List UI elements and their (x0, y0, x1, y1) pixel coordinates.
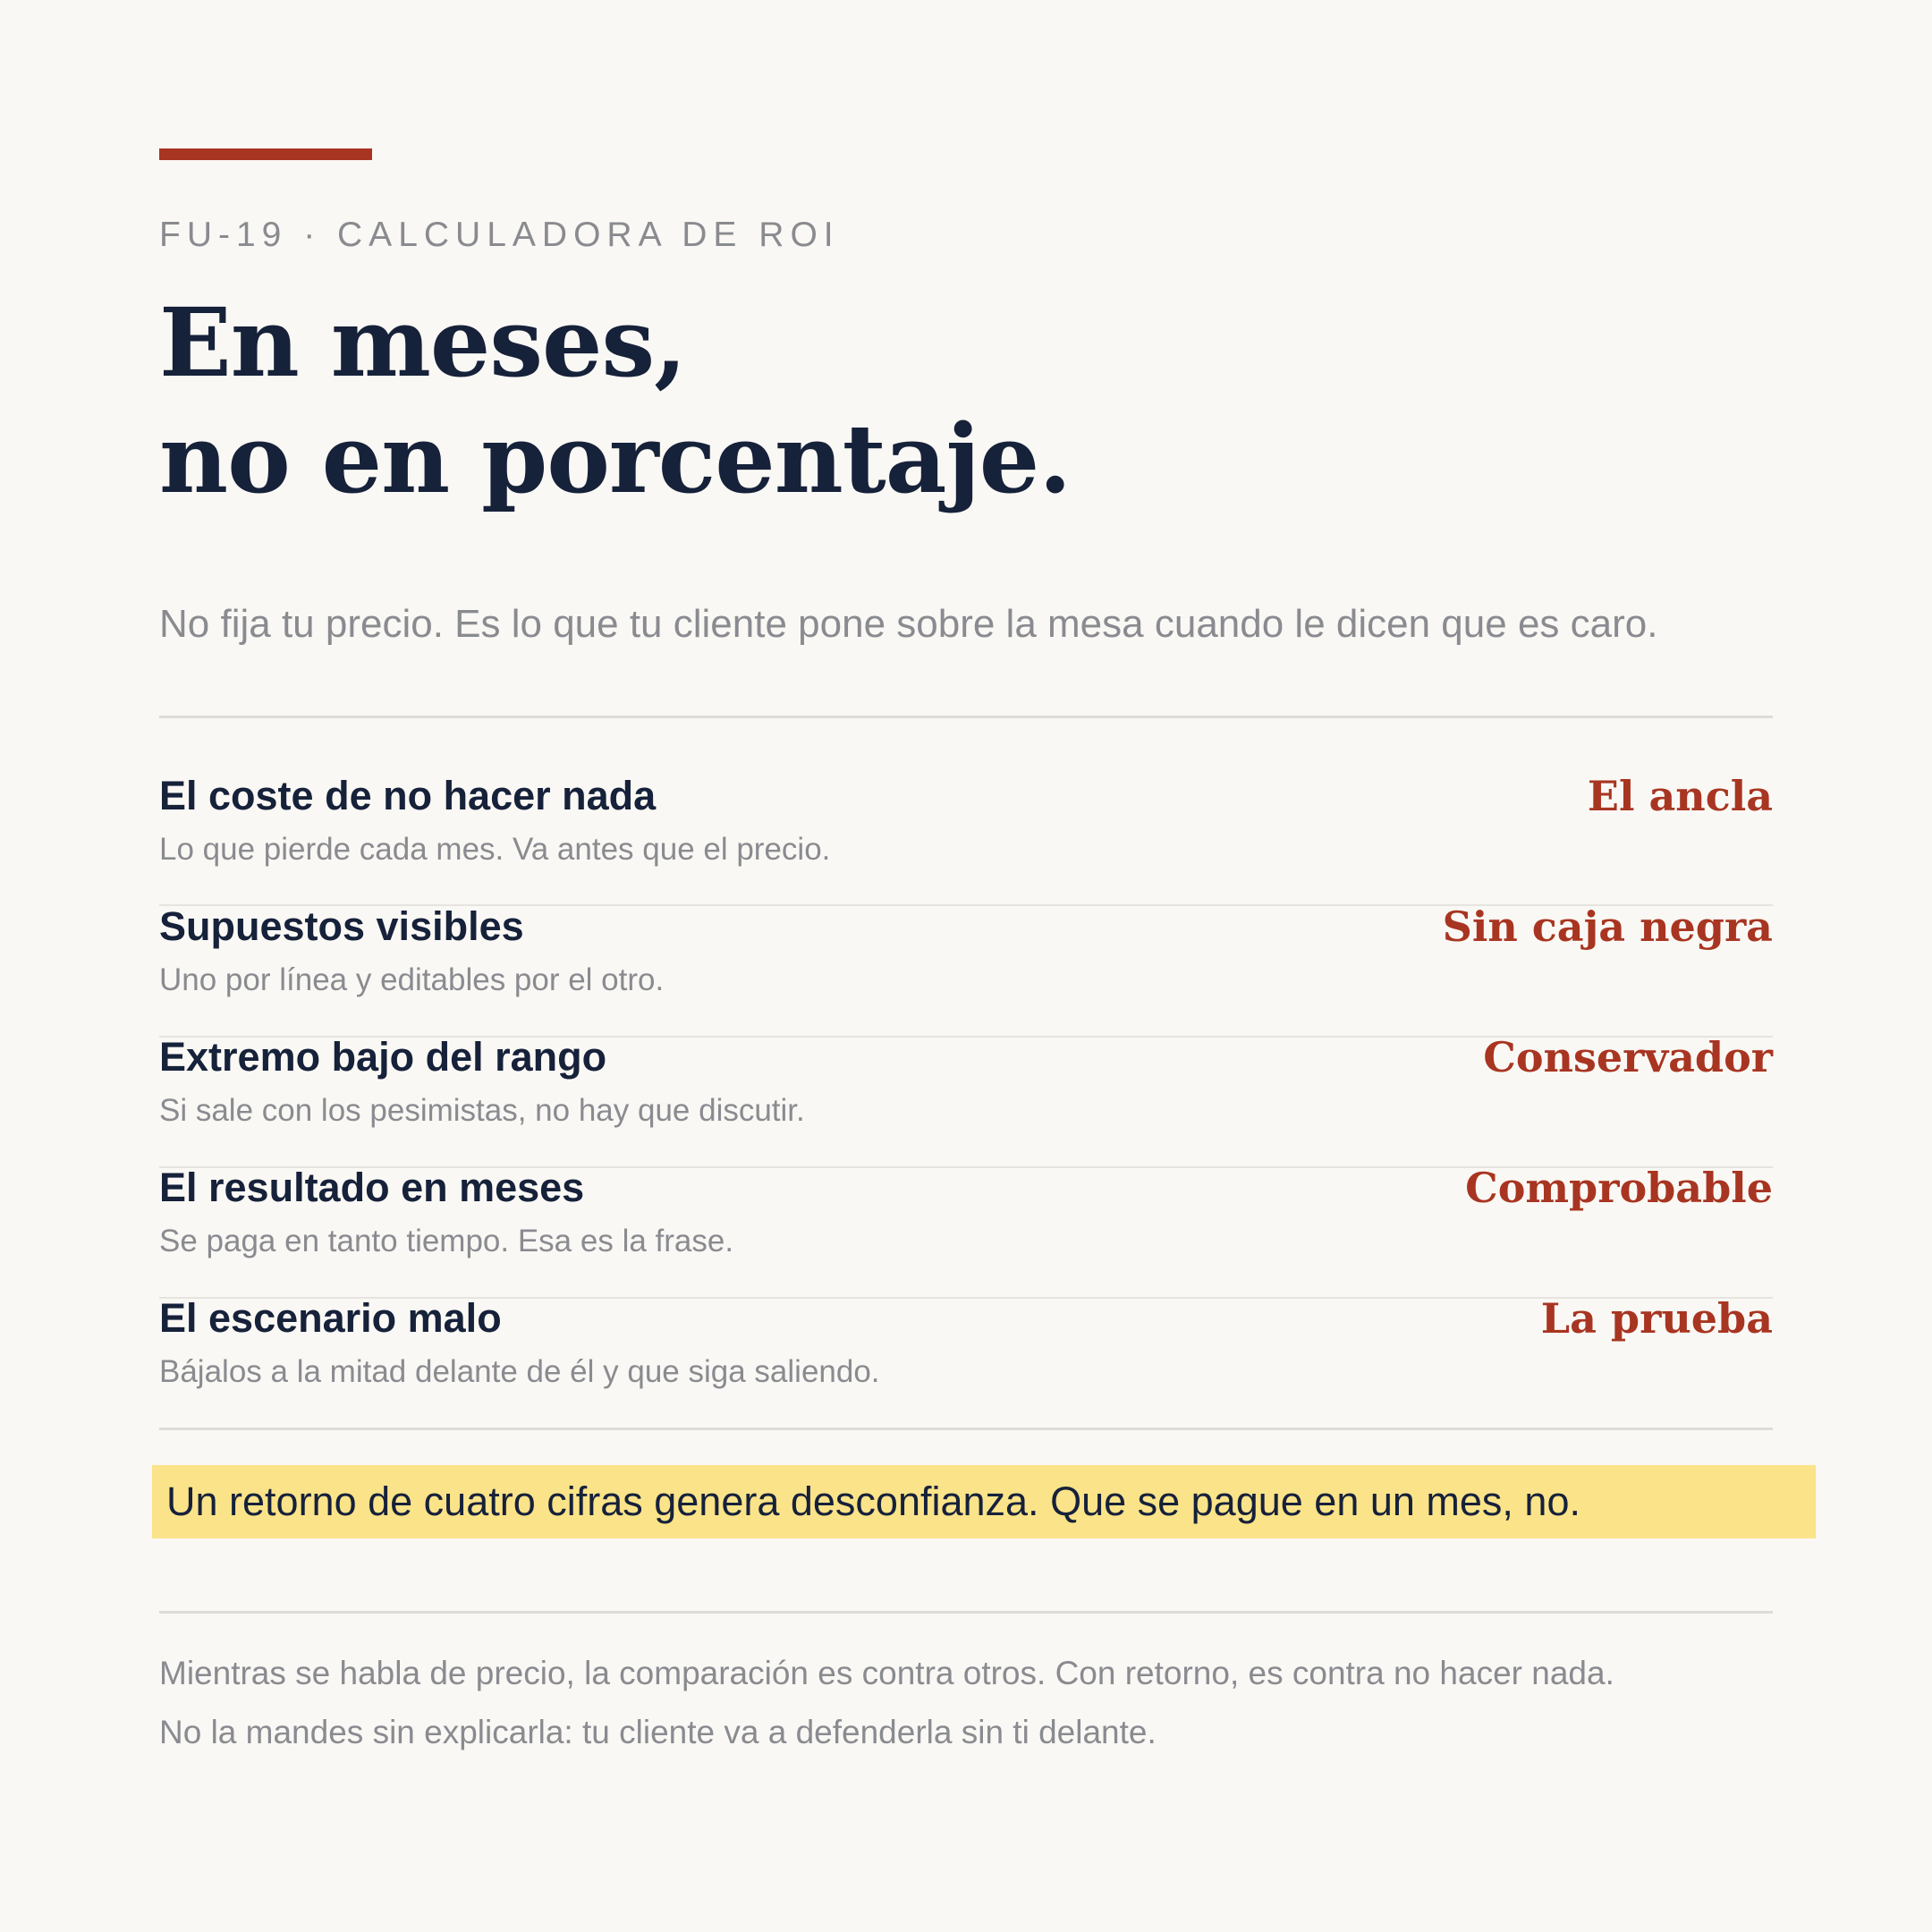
eyebrow-label: FU-19 · CALCULADORA DE ROI (159, 216, 840, 254)
list-item-title: El coste de no hacer nada (159, 773, 657, 818)
page-title (159, 284, 1071, 517)
divider-top (159, 716, 1773, 718)
footer-note (159, 1644, 1614, 1762)
list-item-title: El resultado en meses (159, 1165, 585, 1210)
footer-line-2: No la mandes sin explicarla: tu cliente va a defenderla sin ti delante. (159, 1714, 1157, 1750)
divider-footer (159, 1611, 1773, 1614)
list-item-description: Si sale con los pesimistas, no hay que discutir. (159, 1093, 805, 1128)
divider-list-bottom (159, 1428, 1773, 1430)
list-item-tag: El ancla (1587, 772, 1773, 820)
list-item (159, 900, 1773, 1030)
list-item (159, 1030, 1773, 1161)
footer-line-1: Mientras se habla de precio, la comparación es contra otros. Con retorno, es contra no hacer nada. (159, 1655, 1614, 1691)
list-item-description: Bájalos a la mitad delante de él y que siga saliendo. (159, 1354, 880, 1389)
highlight-text: Un retorno de cuatro cifras genera desconfianza. Que se pague en un mes, no. (166, 1479, 1580, 1524)
highlight-callout (152, 1465, 1816, 1538)
list-item-tag: Comprobable (1465, 1164, 1773, 1212)
list-item-description: Se paga en tanto tiempo. Esa es la frase. (159, 1224, 734, 1258)
list-item (159, 1292, 1773, 1422)
page-title-line-2: no en porcentaje. (159, 402, 1072, 514)
accent-bar (159, 148, 372, 160)
list-item-title: Extremo bajo del rango (159, 1034, 607, 1080)
page-title-line-1: En meses, (159, 286, 687, 398)
page-subtitle: No fija tu precio. Es lo que tu cliente pone sobre la mesa cuando le dicen que es caro. (159, 602, 1658, 646)
list-item-tag: Sin caja negra (1442, 902, 1773, 951)
list-item-tag: Conservador (1483, 1033, 1773, 1081)
list-item-title: El escenario malo (159, 1295, 502, 1341)
list-item-description: Lo que pierde cada mes. Va antes que el precio. (159, 832, 831, 867)
list-item (159, 769, 1773, 900)
list-item-tag: La prueba (1540, 1294, 1773, 1343)
list-item-title: Supuestos visibles (159, 903, 524, 949)
list-item (159, 1161, 1773, 1292)
list-item-description: Uno por línea y editables por el otro. (159, 962, 665, 997)
